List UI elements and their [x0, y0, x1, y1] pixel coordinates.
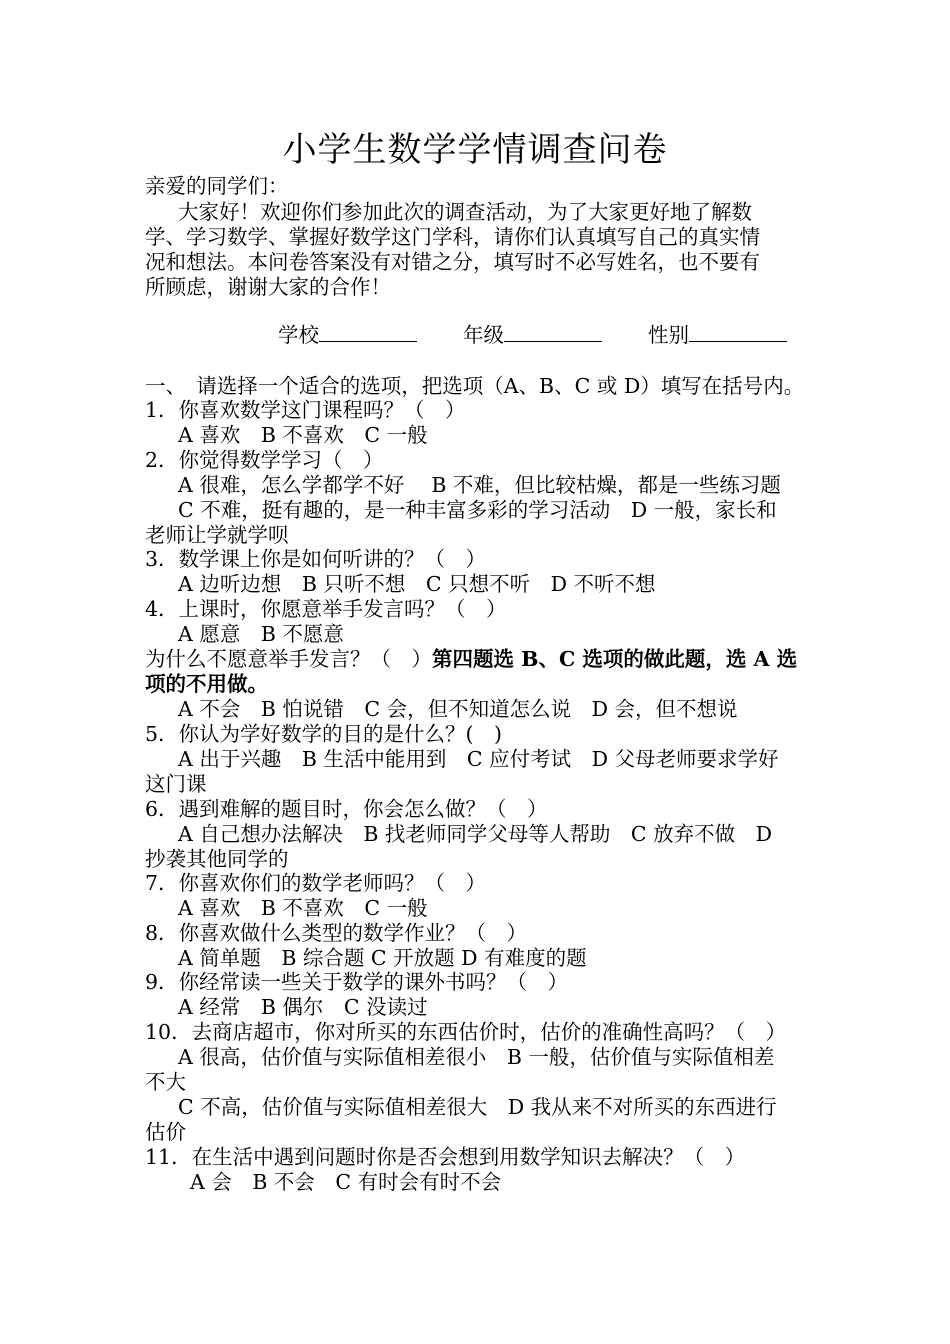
question-10-options-2: 不大 — [145, 1070, 186, 1094]
question-4-followup-note-cont: 项的不用做。 — [145, 672, 268, 696]
intro-line-2: 学、学习数学、掌握好数学这门学科，请你们认真填写自己的真实情 — [145, 225, 760, 249]
school-blank[interactable] — [319, 323, 417, 342]
question-4-followup-note: 第四题选 B、C 选项的做此题，选 A 选 — [432, 647, 798, 671]
school-field[interactable] — [278, 323, 417, 348]
gender-field[interactable] — [648, 323, 787, 348]
question-6-options-1: A 自己想办法解决 B 找老师同学父母等人帮助 C 放弃不做 D — [178, 822, 773, 846]
page-title: 小学生数学学情调查问卷 — [282, 130, 668, 170]
question-1: 1．你喜欢数学这门课程吗？（ ） — [145, 398, 466, 422]
question-8-options: A 简单题 B 综合题 C 开放题 D 有难度的题 — [178, 946, 587, 970]
question-10-options-3: C 不高，估价值与实际值相差很大 D 我从来不对所买的东西进行 — [178, 1095, 777, 1119]
question-11: 11．在生活中遇到问题时你是否会想到用数学知识去解决？（ ） — [145, 1145, 746, 1169]
question-10-options-1: A 很高，估价值与实际值相差很小 B 一般，估价值与实际值相差 — [178, 1045, 775, 1069]
question-3: 3．数学课上你是如何听讲的？（ ） — [145, 547, 487, 571]
question-9-options: A 经常 B 偶尔 C 没读过 — [178, 995, 428, 1019]
question-6-options-2: 抄袭其他同学的 — [145, 847, 289, 871]
info-fields — [278, 323, 787, 348]
question-6: 6．遇到难解的题目时，你会怎么做？（ ） — [145, 797, 548, 821]
question-4-followup-text: 为什么不愿意举手发言？（ ） — [145, 647, 432, 671]
question-5-options-2: 这门课 — [145, 772, 207, 796]
question-7: 7．你喜欢你们的数学老师吗？（ ） — [145, 871, 487, 895]
question-8: 8．你喜欢做什么类型的数学作业？（ ） — [145, 921, 528, 945]
grade-label: 年级 — [463, 323, 504, 347]
intro-line-1: 大家好！欢迎你们参加此次的调查活动，为了大家更好地了解数 — [178, 200, 752, 224]
question-2-options-1: A 很难，怎么学都学不好 B 不难，但比较枯燥，都是一些练习题 — [178, 473, 781, 497]
section-heading: 一、 请选择一个适合的选项，把选项（A、B、C 或 D）填写在括号内。 — [145, 374, 805, 398]
gender-blank[interactable] — [689, 323, 787, 342]
question-2: 2．你觉得数学学习（ ） — [145, 448, 384, 472]
question-4-followup — [145, 647, 797, 672]
intro-line-4: 所顾虑，谢谢大家的合作！ — [145, 275, 391, 299]
grade-field[interactable] — [463, 323, 602, 348]
question-10-options-4: 估价 — [145, 1120, 186, 1144]
gender-label: 性别 — [648, 323, 689, 347]
question-2-options-2: C 不难，挺有趣的，是一种丰富多彩的学习活动 D 一般，家长和 — [178, 498, 777, 522]
question-4: 4．上课时，你愿意举手发言吗？（ ） — [145, 597, 507, 621]
question-5-options-1: A 出于兴趣 B 生活中能用到 C 应付考试 D 父母老师要求学好 — [178, 747, 779, 771]
question-10: 10．去商店超市，你对所买的东西估价时，估价的准确性高吗？（ ） — [145, 1020, 787, 1044]
school-label: 学校 — [278, 323, 319, 347]
question-7-options: A 喜欢 B 不喜欢 C 一般 — [178, 896, 428, 920]
question-11-options: A 会 B 不会 C 有时会有时不会 — [190, 1170, 502, 1194]
intro-line-3: 况和想法。本问卷答案没有对错之分，填写时不必写姓名，也不要有 — [145, 250, 760, 274]
question-4-followup-options: A 不会 B 怕说错 C 会，但不知道怎么说 D 会，但不想说 — [178, 697, 738, 721]
question-4-options: A 愿意 B 不愿意 — [178, 622, 344, 646]
question-1-options: A 喜欢 B 不喜欢 C 一般 — [178, 423, 428, 447]
greeting: 亲爱的同学们： — [145, 174, 289, 198]
question-3-options: A 边听边想 B 只听不想 C 只想不听 D 不听不想 — [178, 572, 656, 596]
question-2-options-3: 老师让学就学呗 — [145, 523, 289, 547]
question-9: 9．你经常读一些关于数学的课外书吗？（ ） — [145, 970, 569, 994]
question-5: 5．你认为学好数学的目的是什么？( ) — [145, 722, 503, 746]
grade-blank[interactable] — [504, 323, 602, 342]
